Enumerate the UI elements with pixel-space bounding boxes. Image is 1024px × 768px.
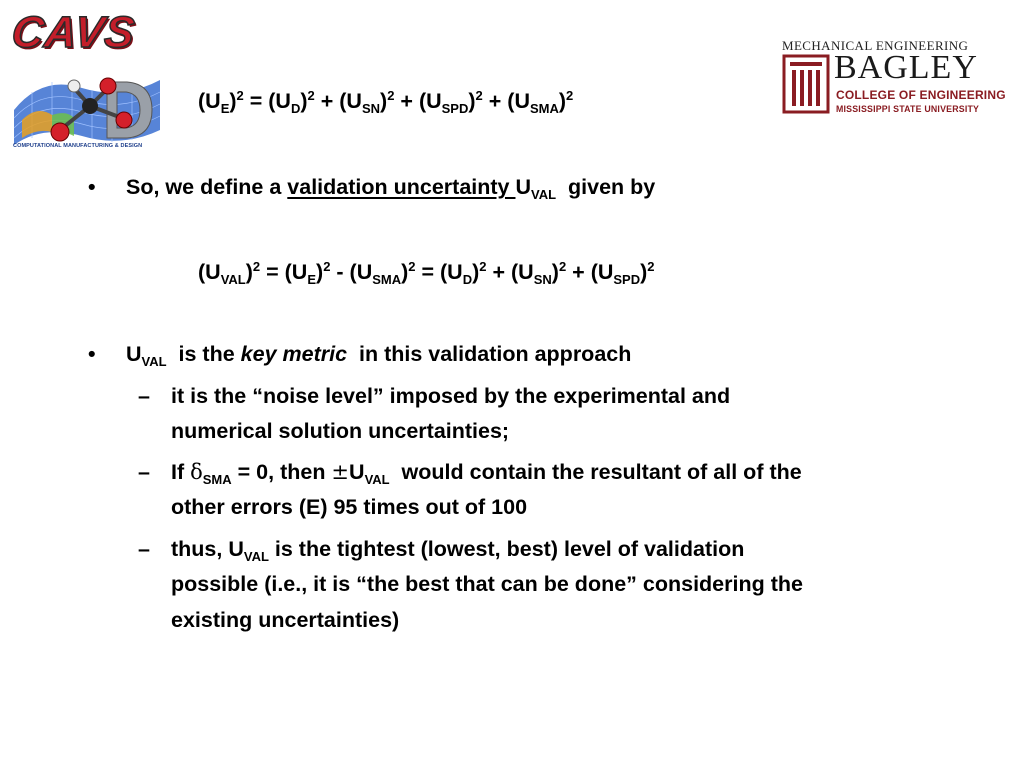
sub-bullet-tightest-line3: existing uncertainties) xyxy=(171,608,400,632)
equation-error-budget: $(U_E)^2 = (U_D)^2 + (U_{SN})^2 + (U_{SPD})^2 + (U_{SMA})^2$ xyxy=(198,88,574,116)
sub-bullet-noise-level-line1: it is the “noise level” imposed by the experimental and xyxy=(171,384,731,408)
equation-uval: $(U_{VAL})^2 = (U_E)^2 - (U_{SMA})^2 = (U_D)^2 + (U_{SN})^2 + (U_{SPD})^2$ xyxy=(198,259,655,287)
cavs-logo xyxy=(8,8,168,156)
sub-bullet-marker: – xyxy=(138,384,150,408)
bullet-marker: • xyxy=(88,175,96,199)
bullet-marker: • xyxy=(88,342,96,366)
sub-bullet-noise-level-line2: numerical solution uncertainties; xyxy=(171,419,510,443)
bagley-name: BAGLEY xyxy=(834,49,978,86)
bullet-key-metric: $U_{VAL}$ is the key metric in this validation approach xyxy=(126,342,632,369)
sub-bullet-tightest-line1: thus, $U_{VAL}$ is the tightest (lowest, best) level of validation xyxy=(171,537,745,564)
bagley-logo xyxy=(780,38,1004,118)
bagley-university: MISSISSIPPI STATE UNIVERSITY xyxy=(836,104,980,114)
sub-bullet-tightest-line2: possible (i.e., it is “the best that can be done” considering the xyxy=(171,572,803,596)
sub-bullet-marker: – xyxy=(138,460,150,484)
building-icon xyxy=(782,54,830,114)
bagley-college: COLLEGE OF ENGINEERING xyxy=(836,88,1006,102)
sub-bullet-delta-sma-line1: If $\delta_{SMA} = 0$, then $\pm U_{VAL}$ would contain the resultant of all of the xyxy=(171,460,802,487)
bullet-define-uval: So, we define a validation uncertainty $U_{VAL}$ given by xyxy=(126,175,656,202)
cavs-logo-text: CAVS xyxy=(9,8,138,57)
bagley-department: MECHANICAL ENGINEERING xyxy=(782,38,969,53)
molecule-icon xyxy=(12,70,162,148)
cavs-tagline: COMPUTATIONAL MANUFACTURING & DESIGN xyxy=(13,143,143,149)
sub-bullet-marker: – xyxy=(138,537,150,561)
sub-bullet-delta-sma-line2: other errors (E) 95 times out of 100 xyxy=(171,495,528,519)
